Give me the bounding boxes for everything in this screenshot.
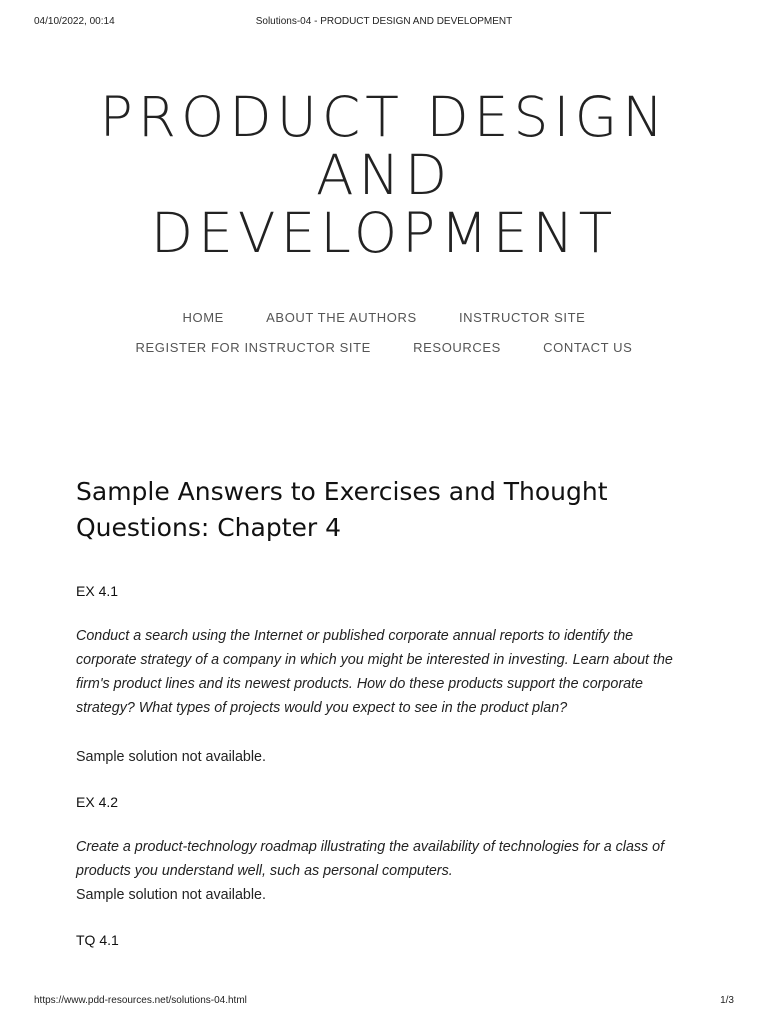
exercise-label-tq-4-1: TQ 4.1: [76, 932, 119, 948]
print-date: 04/10/2022, 00:14: [34, 16, 115, 27]
main-nav-row-1: [0, 310, 768, 325]
print-url: https://www.pdd-resources.net/solutions-04.html: [34, 995, 247, 1006]
exercise-label-ex-4-1: EX 4.1: [76, 583, 119, 599]
exercise-question-ex-4-1: Conduct a search using the Internet or published corporate annual reports to identify the corporate strategy of a company in which you might be interested in investing. Learn about the firm's product lines and its newest products. How do these products support the corporate strategy? What types of projects would you expect to see in the product plan?: [76, 628, 673, 716]
exercise-answer-ex-4-2: Sample solution not available.: [76, 887, 266, 903]
exercise-answer-ex-4-1: Sample solution not available.: [76, 749, 266, 765]
nav-resources[interactable]: RESOURCES: [413, 340, 501, 355]
site-title[interactable]: [0, 85, 768, 265]
exercise-question-ex-4-2: Create a product-technology roadmap illustrating the availability of technologies for a class of products you understand well, such as personal computers.: [76, 839, 665, 879]
nav-home[interactable]: HOME: [182, 310, 224, 325]
print-page-title: Solutions-04 - PRODUCT DESIGN AND DEVELOPMENT: [255, 16, 513, 27]
main-nav-row-2: [0, 340, 768, 355]
nav-about-the-authors[interactable]: ABOUT THE AUTHORS: [266, 310, 417, 325]
nav-register-for-instructor-site[interactable]: REGISTER FOR INSTRUCTOR SITE: [135, 340, 371, 355]
site-title-line-3: DEVELOPMENT: [150, 201, 618, 265]
nav-contact-us[interactable]: CONTACT US: [543, 340, 633, 355]
print-header: [34, 16, 734, 30]
site-title-line-1: PRODUCT DESIGN: [99, 85, 669, 149]
exercise-label-ex-4-2: EX 4.2: [76, 794, 119, 810]
print-page-number: 1/3: [720, 995, 734, 1006]
article-heading: Sample Answers to Exercises and Thought Questions: Chapter 4: [76, 477, 608, 542]
article-content: [76, 474, 696, 948]
nav-instructor-site[interactable]: INSTRUCTOR SITE: [458, 310, 586, 325]
site-title-line-2: AND: [315, 143, 453, 207]
